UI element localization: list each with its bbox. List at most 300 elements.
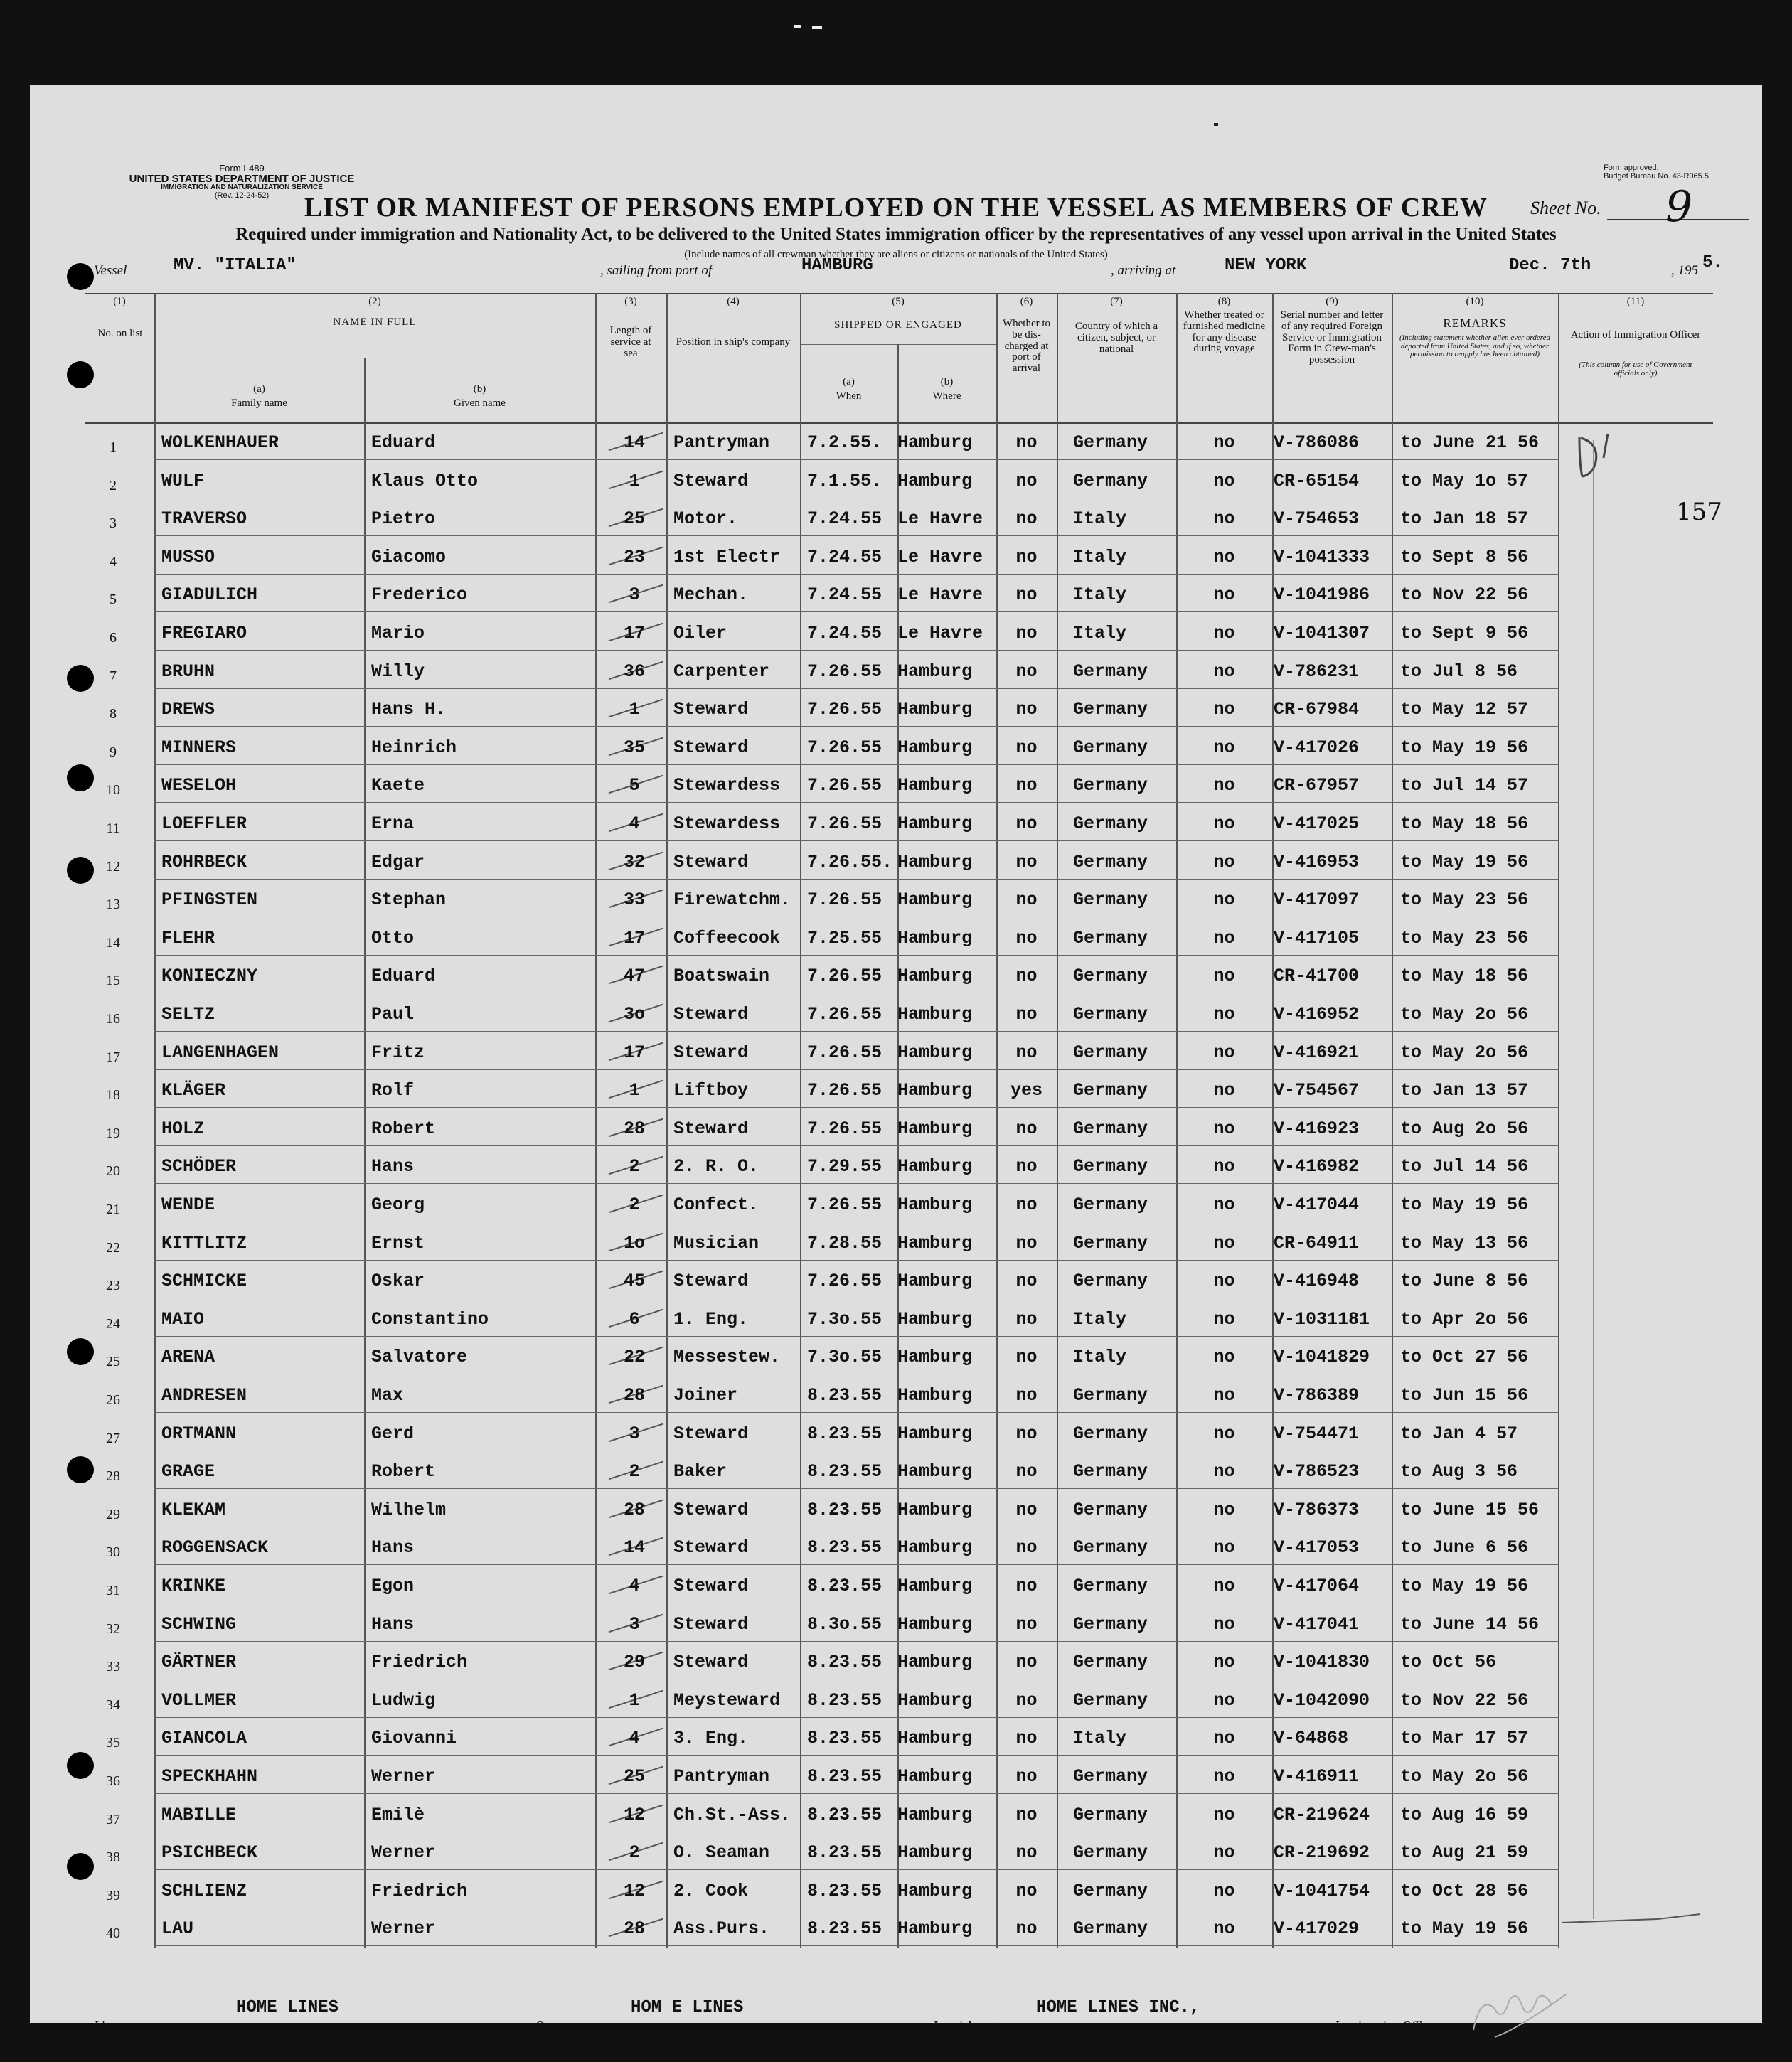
family-name: PSICHBECK — [161, 1842, 258, 1864]
remarks: to June 15 56 — [1400, 1499, 1540, 1520]
row-number: 31 — [106, 1583, 120, 1598]
agents-label: Local Agents — [933, 2019, 1001, 2033]
country: Italy — [1073, 623, 1127, 643]
country: Germany — [1073, 1461, 1148, 1483]
medicine: no — [1213, 1004, 1235, 1025]
footer — [94, 1998, 1744, 2051]
engaged-port: Hamburg — [897, 1537, 973, 1559]
col1-header: No. on list — [97, 328, 143, 339]
serial-number: V-64868 — [1274, 1728, 1349, 1749]
engaged-port: Hamburg — [897, 432, 973, 453]
serial-number: V-1041333 — [1274, 546, 1370, 567]
remarks: to Jan 13 57 — [1400, 1080, 1529, 1101]
engaged-port: Le Havre — [897, 508, 983, 530]
col6-number: (6) — [1020, 296, 1033, 307]
position: Steward — [673, 1652, 749, 1673]
given-name: Werner — [371, 1918, 436, 1940]
serial-number: CR-64911 — [1274, 1232, 1360, 1254]
col10-number: (10) — [1466, 296, 1484, 307]
crew-row — [85, 1109, 1713, 1147]
service-length: 1o — [623, 1232, 645, 1254]
remarks: to Mar 17 57 — [1400, 1728, 1529, 1749]
col1-number: (1) — [113, 296, 126, 307]
given-name: Max — [371, 1385, 404, 1406]
service-length: 29 — [623, 1652, 645, 1673]
row-number: 24 — [106, 1315, 120, 1332]
engaged-date: 7.25.55 — [807, 927, 882, 949]
medicine: no — [1213, 1537, 1235, 1559]
engaged-port: Hamburg — [897, 1766, 973, 1787]
remarks: to Aug 2o 56 — [1400, 1118, 1529, 1139]
engaged-port: Hamburg — [897, 966, 973, 987]
remarks: to May 12 57 — [1400, 699, 1529, 720]
service-length: 14 — [623, 432, 645, 453]
family-name: VOLLMER — [161, 1689, 237, 1711]
discharged: no — [1015, 1461, 1038, 1483]
discharged: no — [1015, 1880, 1038, 1901]
discharged: no — [1015, 1689, 1038, 1711]
given-name: Paul — [371, 1004, 415, 1025]
remarks: to May 13 56 — [1400, 1232, 1529, 1254]
arriving-label: , arriving at — [1111, 263, 1176, 278]
medicine: no — [1213, 1499, 1235, 1520]
engaged-port: Hamburg — [897, 1347, 973, 1368]
officer-pencil-marks — [1558, 422, 1713, 1948]
discharged: no — [1015, 1652, 1038, 1673]
medicine: no — [1213, 1232, 1235, 1254]
position: Steward — [673, 1042, 749, 1063]
remarks: to Oct 28 56 — [1400, 1880, 1529, 1901]
sailing-label: , sailing from port of — [600, 263, 713, 278]
serial-number: V-754653 — [1274, 508, 1360, 530]
position: Joiner — [673, 1385, 738, 1406]
col2-number: (2) — [368, 296, 381, 307]
country: Germany — [1073, 890, 1148, 911]
engaged-date: 7.26.55 — [807, 737, 882, 758]
service-length: 14 — [623, 1537, 645, 1559]
family-name: DREWS — [161, 699, 215, 720]
serial-number: V-416948 — [1274, 1271, 1360, 1292]
crew-row — [85, 1604, 1713, 1642]
medicine: no — [1213, 546, 1235, 567]
engaged-port: Hamburg — [897, 1042, 973, 1063]
engaged-date: 7.29.55 — [807, 1156, 882, 1177]
serial-number: V-416952 — [1274, 1004, 1360, 1025]
position: Oiler — [673, 623, 727, 643]
medicine: no — [1213, 1842, 1235, 1864]
row-number: 27 — [106, 1430, 120, 1446]
family-name: SPECKHAHN — [161, 1766, 258, 1787]
col10-header: REMARKS — [1443, 316, 1507, 330]
remarks: to May 18 56 — [1400, 966, 1529, 987]
service-length: 33 — [623, 890, 645, 911]
serial-number: V-416953 — [1274, 851, 1360, 872]
position: Stewardess — [673, 813, 781, 834]
given-name: Willy — [371, 661, 425, 682]
row-number: 11 — [106, 821, 120, 836]
engaged-date: 8.23.55 — [807, 1652, 882, 1673]
position: Steward — [673, 851, 749, 872]
medicine: no — [1213, 1385, 1235, 1406]
country: Germany — [1073, 1652, 1148, 1673]
medicine: no — [1213, 851, 1235, 872]
row-number: 5 — [110, 592, 117, 608]
row-number: 13 — [106, 897, 120, 913]
crew-row — [85, 498, 1713, 537]
serial-number: V-786373 — [1274, 1499, 1360, 1520]
country: Germany — [1073, 1080, 1148, 1101]
service-length: 1 — [629, 699, 640, 720]
engaged-port: Hamburg — [897, 1652, 973, 1673]
crew-row — [85, 1185, 1713, 1223]
medicine: no — [1213, 1423, 1235, 1444]
arrival-date: Dec. 7th — [1509, 256, 1591, 275]
service-length: 3 — [629, 1613, 640, 1635]
country: Germany — [1073, 737, 1148, 758]
country: Italy — [1073, 1308, 1127, 1330]
engaged-port: Hamburg — [897, 1118, 973, 1139]
family-name: LOEFFLER — [161, 813, 247, 834]
engaged-port: Le Havre — [897, 546, 983, 567]
crew-row — [85, 422, 1713, 461]
medicine: no — [1213, 890, 1235, 911]
serial-number: V-786231 — [1274, 661, 1360, 682]
family-name: WULF — [161, 470, 205, 491]
engaged-date: 7.26.55 — [807, 661, 882, 682]
engaged-date: 7.26.55 — [807, 1004, 882, 1025]
position: Mechan. — [673, 584, 749, 606]
discharged: no — [1015, 508, 1038, 530]
given-name: Emilè — [371, 1804, 425, 1825]
family-name: WENDE — [161, 1195, 215, 1215]
row-number: 25 — [106, 1354, 120, 1370]
row-number: 7 — [110, 668, 117, 684]
medicine: no — [1213, 661, 1235, 682]
position: Steward — [673, 1576, 749, 1596]
owners-label: Owners — [535, 2019, 575, 2033]
sheet-label: Sheet No. — [1530, 198, 1601, 218]
given-name: Mario — [371, 623, 425, 643]
row-number: 14 — [106, 934, 120, 951]
crew-row — [85, 1756, 1713, 1795]
family-name: BRUHN — [161, 661, 215, 682]
family-name: SCHMICKE — [161, 1271, 247, 1292]
subnote: (Include names of all crewman whether they are aliens or citizens or nationals of the United States) — [684, 249, 1108, 260]
serial-number: V-417064 — [1274, 1576, 1360, 1596]
col2b-header: Given name — [454, 397, 506, 409]
remarks: to Aug 3 56 — [1400, 1461, 1518, 1483]
crew-row — [85, 1871, 1713, 1909]
medicine: no — [1213, 966, 1235, 987]
service-length: 5 — [629, 775, 640, 796]
remarks: to Jun 15 56 — [1400, 1385, 1529, 1406]
service-length: 47 — [623, 966, 645, 987]
medicine: no — [1213, 1880, 1235, 1901]
crew-row — [85, 1566, 1713, 1604]
discharged: no — [1015, 1423, 1038, 1444]
position: Steward — [673, 1499, 749, 1520]
col5b-header: Where — [932, 390, 961, 402]
country: Germany — [1073, 1842, 1148, 1864]
serial-number: CR-219624 — [1274, 1804, 1370, 1825]
medicine: no — [1213, 1766, 1235, 1787]
service-length: 3 — [629, 584, 640, 606]
given-name: Wilhelm — [371, 1499, 447, 1520]
engaged-date: 7.24.55 — [807, 508, 882, 530]
remarks: to Jul 14 56 — [1400, 1156, 1529, 1177]
medicine: no — [1213, 1918, 1235, 1940]
discharged: no — [1015, 813, 1038, 834]
col7-header: Country of which a citizen, subject, or national — [1074, 321, 1158, 355]
engaged-port: Hamburg — [897, 927, 973, 949]
service-length: 32 — [623, 851, 645, 872]
remarks: to June 14 56 — [1400, 1613, 1540, 1635]
service-length: 17 — [623, 623, 645, 643]
engaged-date: 8.23.55 — [807, 1689, 882, 1711]
discharged: no — [1015, 966, 1038, 987]
form-number: Form I-489 — [219, 163, 265, 173]
given-name: Stephan — [371, 890, 447, 911]
given-name: Georg — [371, 1195, 425, 1215]
position: Steward — [673, 737, 749, 758]
serial-number: V-1031181 — [1274, 1308, 1370, 1330]
country: Germany — [1073, 1004, 1148, 1025]
engaged-date: 7.24.55 — [807, 584, 882, 606]
row-number: 29 — [106, 1506, 120, 1522]
position: 2. R. O. — [673, 1156, 759, 1177]
discharged: no — [1015, 1613, 1038, 1635]
engaged-port: Hamburg — [897, 851, 973, 872]
service-length: 1 — [629, 1080, 640, 1101]
port-to: NEW YORK — [1225, 256, 1307, 275]
family-name: KLÄGER — [161, 1080, 226, 1101]
col4-header: Position in ship's company — [676, 336, 791, 348]
engaged-port: Hamburg — [897, 699, 973, 720]
col2a-header: Family name — [231, 397, 287, 409]
family-name: ROHRBECK — [161, 851, 247, 872]
sheet-number-value: 9 — [1665, 182, 1693, 232]
country: Italy — [1073, 546, 1127, 567]
col4-number: (4) — [727, 296, 740, 307]
serial-number: CR-219692 — [1274, 1842, 1370, 1864]
crew-row — [85, 765, 1713, 803]
given-name: Rolf — [371, 1080, 415, 1101]
serial-number: V-417041 — [1274, 1613, 1360, 1635]
remarks: to Oct 27 56 — [1400, 1347, 1529, 1368]
given-name: Oskar — [371, 1271, 425, 1292]
engaged-date: 7.3o.55 — [807, 1308, 882, 1330]
given-name: Werner — [371, 1842, 436, 1864]
printer-credit: PAR. STAT. CORP., N.Y. (U.S.A.) — [92, 2037, 218, 2047]
remarks: to May 19 56 — [1400, 851, 1529, 872]
family-name: ANDRESEN — [161, 1385, 247, 1406]
service-length: 28 — [623, 1385, 645, 1406]
country: Italy — [1073, 508, 1127, 530]
row-number: 15 — [106, 973, 120, 989]
remarks: to May 19 56 — [1400, 737, 1529, 758]
crew-row — [85, 918, 1713, 956]
serial-number: V-754471 — [1274, 1423, 1360, 1444]
row-number: 3 — [110, 516, 117, 532]
position: Steward — [673, 1118, 749, 1139]
line-label: Line — [94, 2019, 117, 2033]
family-name: KRINKE — [161, 1576, 226, 1596]
given-name: Werner — [371, 1766, 436, 1787]
engaged-port: Hamburg — [897, 1576, 973, 1596]
family-name: KONIECZNY — [161, 966, 258, 987]
discharged: no — [1015, 1195, 1038, 1215]
given-name: Hans H. — [371, 699, 447, 720]
row-number: 28 — [106, 1468, 120, 1485]
remarks: to Jul 14 57 — [1400, 775, 1529, 796]
service-length: 3o — [623, 1004, 645, 1025]
given-name: Kaete — [371, 775, 425, 796]
position: Ass.Purs. — [673, 1918, 770, 1940]
service-length: 22 — [623, 1347, 645, 1368]
family-name: KLEKAM — [161, 1499, 226, 1520]
medicine: no — [1213, 1308, 1235, 1330]
given-name: Constantino — [371, 1308, 489, 1330]
page-title: LIST OR MANIFEST OF PERSONS EMPLOYED ON THE VESSEL AS MEMBERS OF CREW — [304, 193, 1488, 223]
service-length: 12 — [623, 1804, 645, 1825]
medicine: no — [1213, 1728, 1235, 1749]
service-length: 12 — [623, 1880, 645, 1901]
row-number: 19 — [106, 1125, 120, 1141]
year-prefix: , 195 — [1671, 263, 1698, 278]
service-length: 23 — [623, 546, 645, 567]
engaged-port: Hamburg — [897, 1423, 973, 1444]
crew-row — [85, 1414, 1713, 1452]
row-number: 34 — [106, 1697, 120, 1713]
col3-number: (3) — [624, 296, 637, 307]
remarks: to Oct 56 — [1400, 1652, 1497, 1673]
service-length: 36 — [623, 661, 645, 682]
family-name: PFINGSTEN — [161, 890, 258, 911]
col2a-letter: (a) — [253, 383, 265, 395]
row-number: 18 — [106, 1087, 120, 1104]
port-from: HAMBURG — [801, 256, 873, 275]
serial-number: V-416982 — [1274, 1156, 1360, 1177]
vessel-label: Vessel — [94, 263, 127, 278]
given-name: Giovanni — [371, 1728, 457, 1749]
position: Ch.St.-Ass. — [673, 1804, 791, 1825]
serial-number: V-417044 — [1274, 1195, 1360, 1215]
medicine: no — [1213, 1118, 1235, 1139]
given-name: Friedrich — [371, 1652, 468, 1673]
serial-number: V-1041829 — [1274, 1347, 1370, 1368]
col2-header: NAME IN FULL — [333, 316, 417, 328]
service: IMMIGRATION AND NATURALIZATION SERVICE — [161, 183, 323, 192]
position: Pantryman — [673, 432, 770, 453]
discharged: no — [1015, 623, 1038, 643]
remarks: to May 18 56 — [1400, 813, 1529, 834]
medicine: no — [1213, 1576, 1235, 1596]
service-length: 2 — [629, 1842, 640, 1864]
service-length: 28 — [623, 1918, 645, 1940]
position: Liftboy — [673, 1080, 749, 1101]
country: Italy — [1073, 584, 1127, 606]
col2b-letter: (b) — [473, 383, 486, 395]
serial-number: V-416921 — [1274, 1042, 1360, 1063]
revision: (Rev. 12-24-52) — [214, 191, 270, 200]
engaged-port: Hamburg — [897, 1689, 973, 1711]
discharged: no — [1015, 890, 1038, 911]
serial-number: V-786086 — [1274, 432, 1360, 453]
medicine: no — [1213, 623, 1235, 643]
engaged-port: Hamburg — [897, 1461, 973, 1483]
crew-row — [85, 803, 1713, 842]
country: Germany — [1073, 775, 1148, 796]
engaged-date: 7.26.55 — [807, 1118, 882, 1139]
medicine: no — [1213, 1195, 1235, 1215]
position: Stewardess — [673, 775, 781, 796]
given-name: Pietro — [371, 508, 436, 530]
medicine: no — [1213, 1461, 1235, 1483]
position: Meysteward — [673, 1689, 781, 1711]
engaged-port: Hamburg — [897, 1271, 973, 1292]
discharged: no — [1015, 1918, 1038, 1940]
medicine: no — [1213, 1080, 1235, 1101]
margin-note: 157 — [1676, 498, 1722, 526]
discharged: no — [1015, 584, 1038, 606]
position: 2. Cook — [673, 1880, 749, 1901]
country: Germany — [1073, 432, 1148, 453]
row-number: 30 — [106, 1544, 120, 1561]
manifest-sheet — [30, 85, 1762, 2047]
country: Germany — [1073, 699, 1148, 720]
engaged-port: Hamburg — [897, 470, 973, 491]
discharged: no — [1015, 1156, 1038, 1177]
remarks: to Nov 22 56 — [1400, 584, 1529, 606]
position: Confect. — [673, 1195, 759, 1215]
engaged-date: 7.24.55 — [807, 546, 882, 567]
discharged: no — [1015, 661, 1038, 682]
crew-row — [85, 1070, 1713, 1109]
crew-row — [85, 1527, 1713, 1566]
given-name: Giacomo — [371, 546, 447, 567]
engaged-port: Hamburg — [897, 890, 973, 911]
position: Firewatchm. — [673, 890, 791, 911]
engaged-date: 8.23.55 — [807, 1918, 882, 1940]
engaged-port: Hamburg — [897, 1156, 973, 1177]
serial-number: V-1041754 — [1274, 1880, 1370, 1901]
remarks: to May 2o 56 — [1400, 1042, 1529, 1063]
engaged-date: 8.3o.55 — [807, 1613, 882, 1635]
crew-row — [85, 1718, 1713, 1756]
service-length: 1 — [629, 1689, 640, 1711]
engaged-date: 7.26.55 — [807, 1271, 882, 1292]
position: Steward — [673, 1271, 749, 1292]
family-name: LAU — [161, 1918, 194, 1940]
engaged-date: 7.3o.55 — [807, 1347, 882, 1368]
country: Germany — [1073, 1804, 1148, 1825]
engaged-port: Hamburg — [897, 1004, 973, 1025]
country: Germany — [1073, 1499, 1148, 1520]
medicine: no — [1213, 470, 1235, 491]
medicine: no — [1213, 1347, 1235, 1368]
engaged-port: Hamburg — [897, 1195, 973, 1215]
serial-number: V-416911 — [1274, 1766, 1360, 1787]
engaged-date: 7.26.55 — [807, 699, 882, 720]
engaged-date: 8.23.55 — [807, 1461, 882, 1483]
serial-number: CR-41700 — [1274, 966, 1360, 987]
service-length: 2 — [629, 1195, 640, 1215]
crew-row — [85, 651, 1713, 690]
engaged-date: 8.23.55 — [807, 1537, 882, 1559]
family-name: SCHÖDER — [161, 1156, 237, 1177]
engaged-date: 8.23.55 — [807, 1423, 882, 1444]
family-name: ARENA — [161, 1347, 215, 1368]
